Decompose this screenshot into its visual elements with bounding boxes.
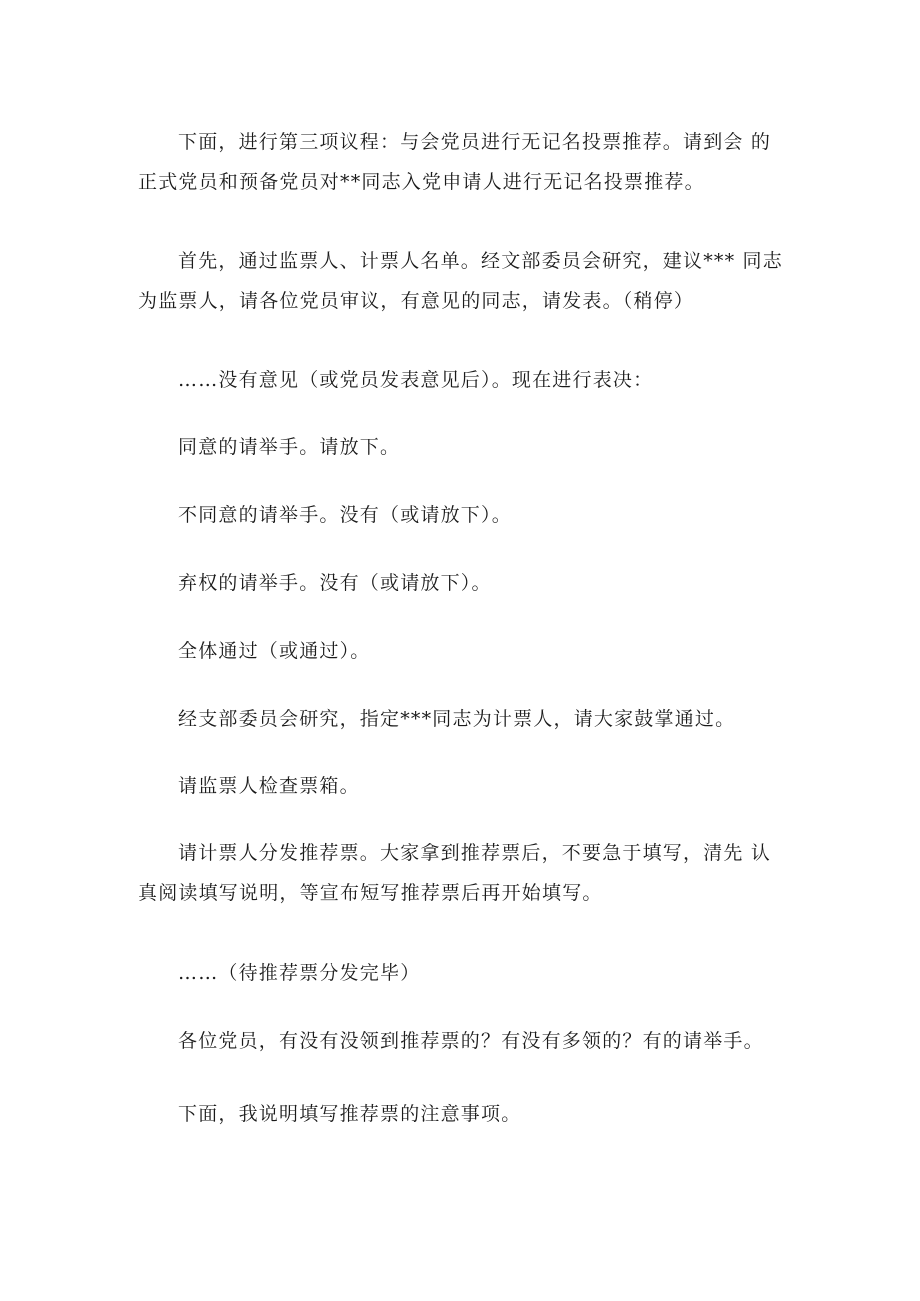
paragraph-check-ballot-box: 请监票人检查票箱。	[178, 775, 360, 797]
paragraph-scrutineer-nomination: 首先，通过监票人、计票人名单。经文部委员会研究，建议*** 同志为监票人，请各位党员审议，有意见的同志，请发表。（稍停）	[138, 250, 783, 312]
paragraph-passed: 全体通过（或通过）。	[178, 640, 371, 662]
paragraph-vote-abstain: 弃权的请举手。没有（或请放下）。	[178, 572, 492, 594]
paragraph-instructions-intro: 下面，我说明填写推荐票的注意事项。	[178, 1103, 522, 1125]
paragraph-no-objection: ……没有意见（或党员发表意见后）。现在进行表决：	[178, 369, 654, 391]
paragraph-vote-disagree: 不同意的请举手。没有（或请放下）。	[178, 504, 512, 526]
paragraph-distribute-ballots: 请计票人分发推荐票。大家拿到推荐票后，不要急于填写，清先 认真阅读填写说明，等宣布短写推荐票后再开始填写。	[138, 842, 772, 904]
paragraph-teller-appointment: 经支部委员会研究，指定***同志为计票人，请大家鼓掌通过。	[178, 708, 736, 730]
paragraph-vote-agree: 同意的请举手。请放下。	[178, 436, 401, 458]
paragraph-ballot-check: 各位党员，有没有没领到推荐票的？有没有多领的？有的请举手。	[178, 1030, 764, 1052]
paragraph-third-agenda: 下面，进行第三项议程：与会党员进行无记名投票推荐。请到会 的正式党员和预备党员对**同志入党申请人进行无记名投票推荐。	[138, 131, 772, 193]
paragraph-wait-distribution: ……（待推荐票分发完毕）	[178, 962, 421, 984]
